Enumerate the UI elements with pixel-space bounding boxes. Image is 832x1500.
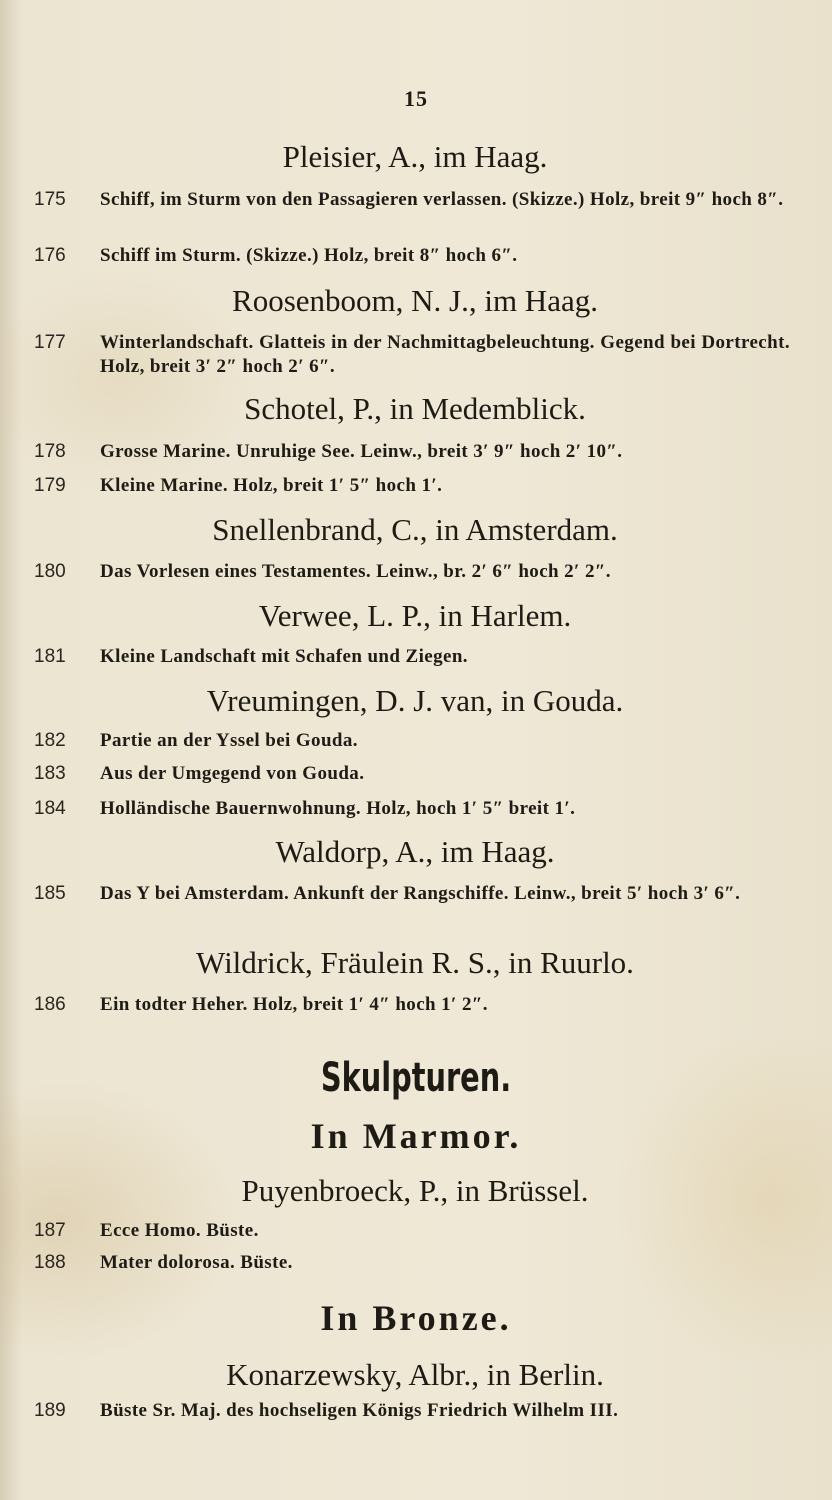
- artist-heading-waldorp: Waldorp, A., im Haag.: [275, 834, 555, 869]
- entry-number: 183: [34, 763, 66, 784]
- entry-number: 175: [34, 189, 66, 210]
- entry-description: Partie an der Yssel bei Gouda.: [100, 730, 358, 751]
- artist-heading-schotel: Schotel, P., in Medemblick.: [244, 391, 586, 426]
- entry-number: 184: [34, 798, 66, 819]
- entry-number: 188: [34, 1252, 66, 1273]
- entry-description: Schiff, im Sturm von den Passagieren verlassen. (Skizze.) Holz, breit 9″ hoch 8″.: [100, 189, 784, 210]
- entry-description: Holländische Bauernwohnung. Holz, hoch 1′ 5″ breit 1′.: [100, 798, 576, 819]
- artist-heading-roosenboom: Roosenboom, N. J., im Haag.: [232, 283, 598, 318]
- subsection-heading-marble: In Marmor.: [310, 1116, 522, 1156]
- entry-description: Ecce Homo. Büste.: [100, 1220, 259, 1241]
- entry-number: 181: [34, 646, 66, 667]
- artist-heading-pleisier: Pleisier, A., im Haag.: [282, 139, 548, 174]
- artist-heading-vreumingen: Vreumingen, D. J. van, in Gouda.: [206, 683, 624, 718]
- artist-heading-verwee: Verwee, L. P., in Harlem.: [258, 598, 572, 633]
- entry-number: 180: [34, 561, 66, 582]
- entry-description: Kleine Marine. Holz, breit 1′ 5″ hoch 1′.: [100, 475, 443, 496]
- artist-heading-konarzewsky: Konarzewsky, Albr., in Berlin.: [226, 1357, 604, 1392]
- entry-number: 189: [34, 1400, 66, 1421]
- entry-description: Grosse Marine. Unruhige See. Leinw., breit 3′ 9″ hoch 2′ 10″.: [100, 441, 623, 462]
- entry-description: Büste Sr. Maj. des hochseligen Königs Friedrich Wilhelm III.: [100, 1400, 619, 1421]
- entry-number: 187: [34, 1220, 66, 1241]
- entry-description: Aus der Umgegend von Gouda.: [100, 763, 365, 784]
- entry-number: 176: [34, 245, 66, 266]
- entry-number: 182: [34, 730, 66, 751]
- artist-heading-snellenbrand: Snellenbrand, C., in Amsterdam.: [212, 512, 618, 547]
- entry-description: Mater dolorosa. Büste.: [100, 1252, 293, 1273]
- entry-number: 178: [34, 441, 66, 462]
- entry-description: Das Y bei Amsterdam. Ankunft der Rangschiffe. Leinw., breit 5′ hoch 3′ 6″.: [100, 883, 741, 904]
- entry-description: Ein todter Heher. Holz, breit 1′ 4″ hoch 1′ 2″.: [100, 994, 488, 1015]
- artist-heading-puyenbroeck: Puyenbroeck, P., in Brüssel.: [241, 1173, 589, 1208]
- page-number: 15: [404, 86, 428, 111]
- entry-number: 179: [34, 475, 66, 496]
- subsection-heading-bronze: In Bronze.: [320, 1298, 512, 1338]
- entry-description: Schiff im Sturm. (Skizze.) Holz, breit 8″ hoch 6″.: [100, 245, 518, 266]
- entry-number: 177: [34, 332, 66, 353]
- artist-heading-wildrick: Wildrick, Fräulein R. S., in Ruurlo.: [196, 945, 634, 980]
- entry-number: 185: [34, 883, 66, 904]
- entry-number: 186: [34, 994, 66, 1015]
- entry-description: Kleine Landschaft mit Schafen und Ziegen.: [100, 646, 468, 667]
- section-heading-sculptures: Skulpturen.: [320, 1055, 512, 1101]
- entry-description: Das Vorlesen eines Testamentes. Leinw., br. 2′ 6″ hoch 2′ 2″.: [100, 561, 611, 582]
- entry-description: Winterlandschaft. Glatteis in der Nachmittagbeleuchtung. Gegend bei Dortrecht. Holz, breit 3′ 2″ hoch 2′ 6″.: [100, 332, 790, 377]
